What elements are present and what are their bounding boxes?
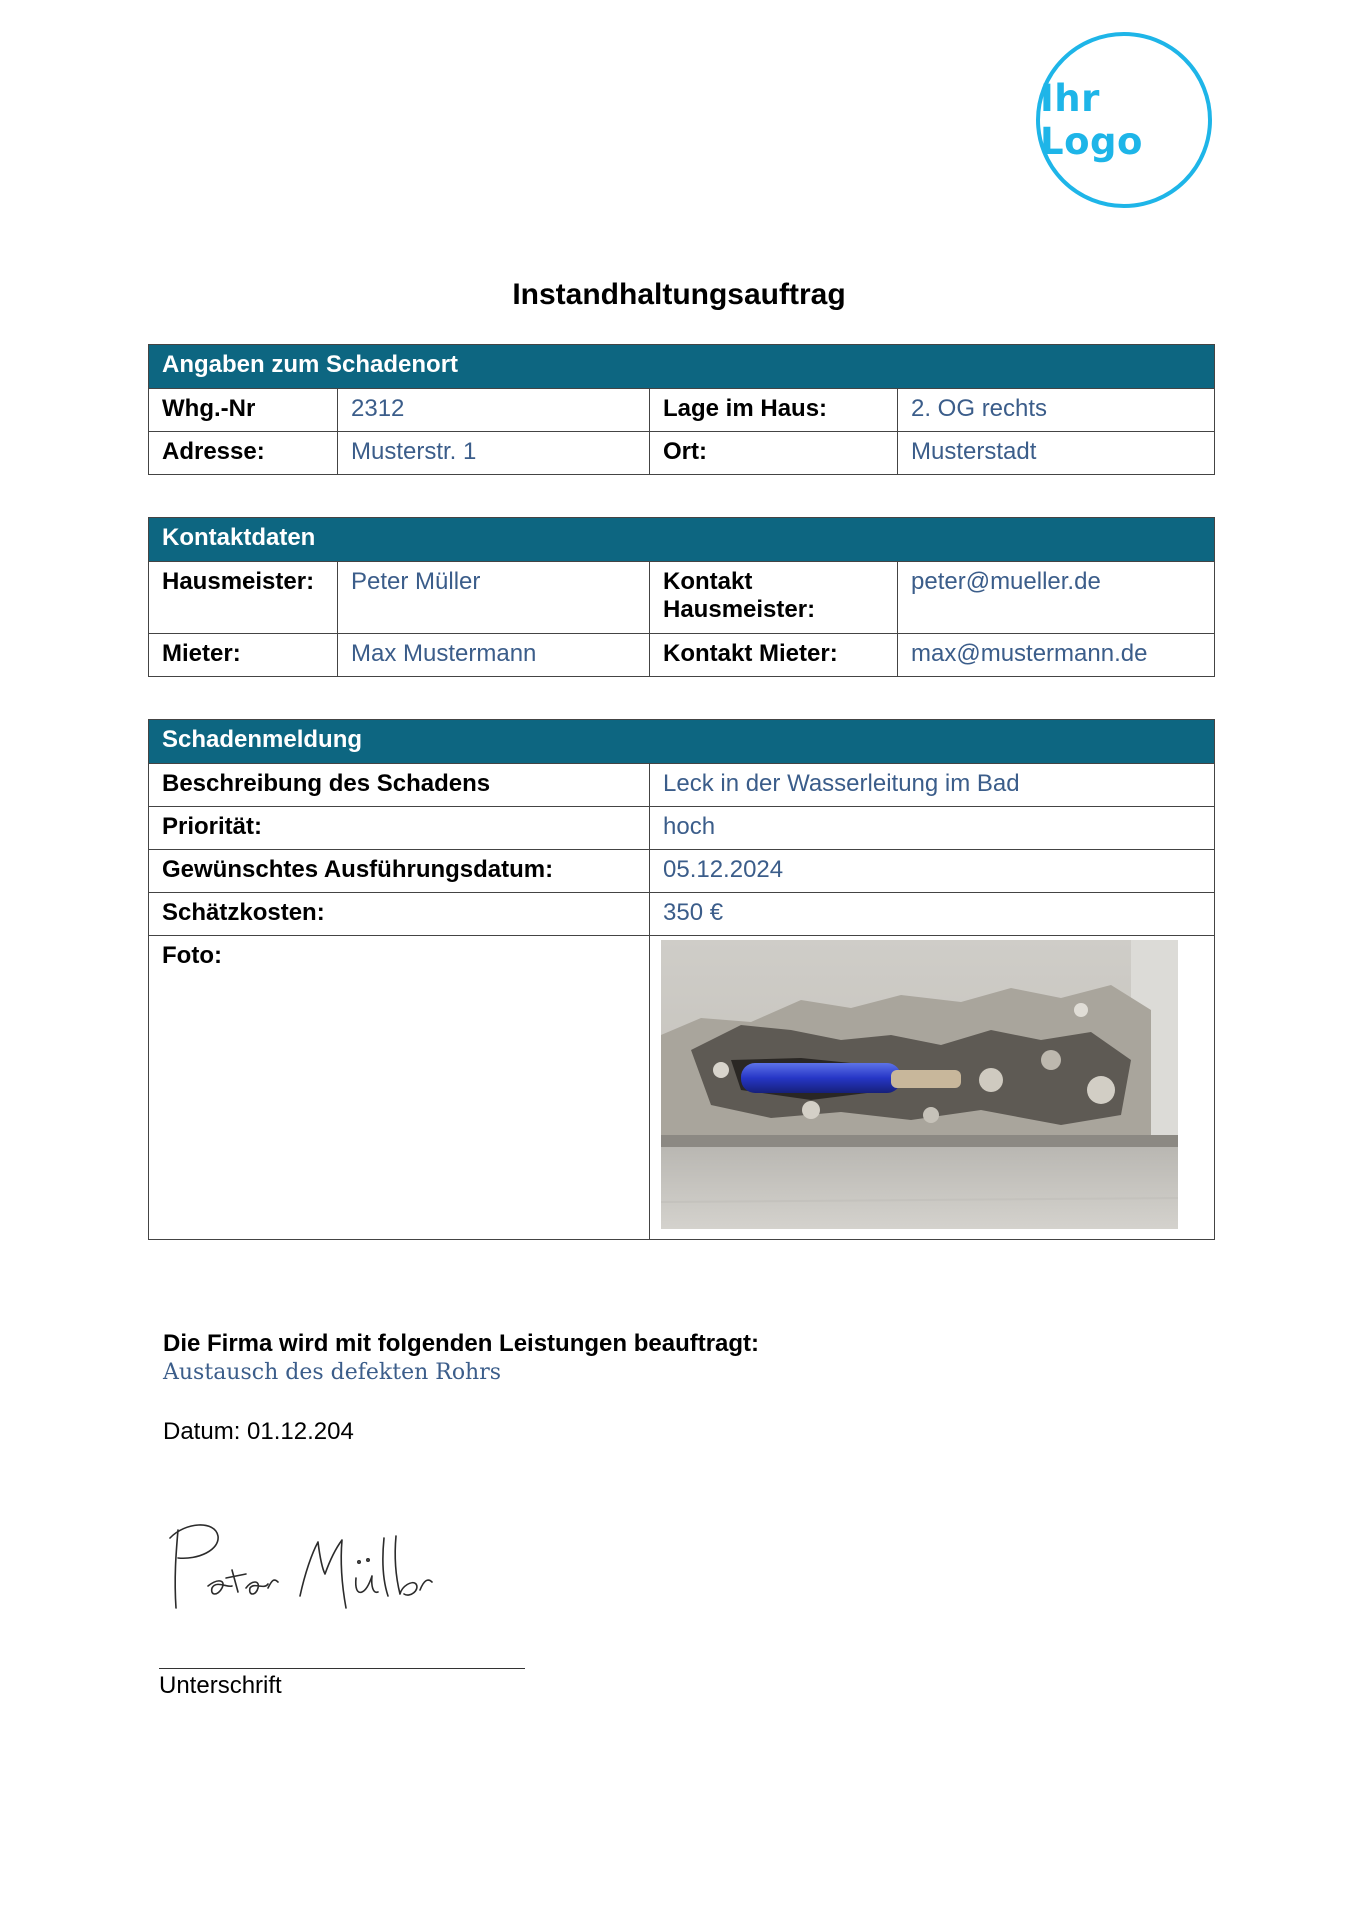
kontakt-mieter-value[interactable]: max@mustermann.de (898, 634, 1215, 677)
section-heading-schadenmeldung: Schadenmeldung (149, 720, 1215, 764)
kontakt-hausmeister-label: Kontakt Hausmeister: (650, 562, 898, 634)
ort-label: Ort: (650, 432, 898, 475)
section-heading-schadenort: Angaben zum Schadenort (149, 345, 1215, 389)
beschreibung-label: Beschreibung des Schadens (149, 764, 650, 807)
schaetzkosten-label: Schätzkosten: (149, 893, 650, 936)
section-heading-kontakt: Kontaktdaten (149, 518, 1215, 562)
page-title: Instandhaltungsauftrag (512, 278, 846, 311)
handwritten-signature (160, 1508, 450, 1618)
whg-value[interactable]: 2312 (338, 389, 650, 432)
ort-value[interactable]: Musterstadt (898, 432, 1215, 475)
kontakt-mieter-label: Kontakt Mieter: (650, 634, 898, 677)
foto-label: Foto: (149, 936, 650, 1240)
schaetzkosten-value[interactable]: 350 € (650, 893, 1215, 936)
lage-value[interactable]: 2. OG rechts (898, 389, 1215, 432)
company-logo (1036, 32, 1212, 208)
beschreibung-value[interactable]: Leck in der Wasserleitung im Bad (650, 764, 1215, 807)
kontaktdaten-table (148, 517, 1215, 677)
leistungen-value[interactable]: Austausch des defekten Rohrs (163, 1360, 502, 1385)
kontakt-hausmeister-value[interactable]: peter@mueller.de (898, 562, 1215, 634)
prioritaet-value[interactable]: hoch (650, 807, 1215, 850)
adresse-value[interactable]: Musterstr. 1 (338, 432, 650, 475)
signature-label: Unterschrift (159, 1672, 282, 1699)
ausfuehrungsdatum-value[interactable]: 05.12.2024 (650, 850, 1215, 893)
hausmeister-value[interactable]: Peter Müller (338, 562, 650, 634)
logo-text: Ihr Logo (1040, 77, 1143, 163)
leistungen-label: Die Firma wird mit folgenden Leistungen beauftragt: (163, 1330, 760, 1357)
lage-label: Lage im Haus: (650, 389, 898, 432)
prioritaet-label: Priorität: (149, 807, 650, 850)
signature-line (159, 1668, 525, 1669)
foto-cell (650, 936, 1215, 1240)
mieter-label: Mieter: (149, 634, 338, 677)
schadenmeldung-table (148, 719, 1215, 1240)
damage-photo (661, 940, 1178, 1229)
hausmeister-label: Hausmeister: (149, 562, 338, 634)
datum-text: Datum: 01.12.204 (163, 1418, 354, 1445)
whg-label: Whg.-Nr (149, 389, 338, 432)
schadenort-table (148, 344, 1215, 475)
ausfuehrungsdatum-label: Gewünschtes Ausführungsdatum: (149, 850, 650, 893)
adresse-label: Adresse: (149, 432, 338, 475)
mieter-value[interactable]: Max Mustermann (338, 634, 650, 677)
